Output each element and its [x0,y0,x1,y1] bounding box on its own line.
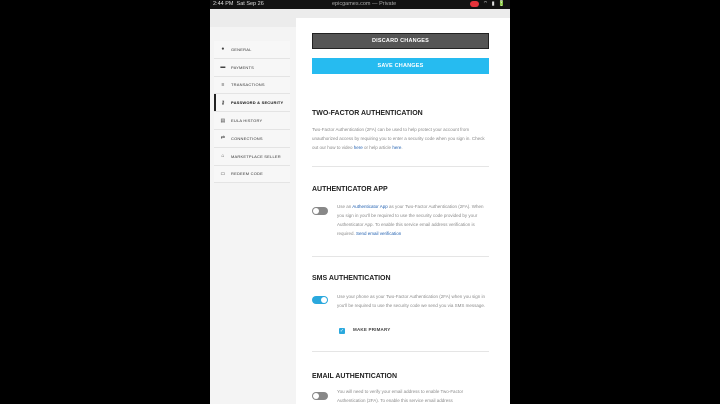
sidebar-item-general[interactable] [214,41,290,59]
two-factor-text: Two-Factor Authentication (2FA) can be used to help protect your account from unauthorized access by requiring you to enter a security code when you sign in. Check out our how to video [312,127,485,150]
ticket-icon: ▭ [220,170,226,177]
email-authentication-description: You will need to verify your email address to enable Two-Factor Authentication (2FA). To enable this service email address [337,389,464,403]
card-icon: ▬ [220,64,226,71]
sidebar-item-label: CONNECTIONS [231,135,263,141]
sidebar-item-transactions[interactable] [214,77,290,95]
make-primary-label: MAKE PRIMARY [353,327,391,332]
authenticator-app-description [337,202,491,238]
status-icons: ⌔ ▮ 🔋 [482,1,506,7]
sidebar-item-connections[interactable] [214,130,290,148]
toggle-knob [313,393,319,399]
two-factor-description [312,125,490,152]
two-factor-title: TWO-FACTOR AUTHENTICATION [312,110,423,117]
recording-indicator-icon [470,1,479,7]
authenticator-text-pre: Use an [337,204,353,209]
security-settings-panel [296,18,510,404]
status-time: 2:44 PM Sat Sep 26 [213,1,264,7]
authenticator-text-post: as your Two-Factor Authentication (2FA). When you sign in you'll be required to use the security code provided by your Authenticator App. To enable this service email address verification is required. [337,204,484,236]
user-icon: ● [221,46,225,53]
divider [312,351,489,352]
list-icon: ≡ [221,81,225,88]
sidebar-item-password-security[interactable] [214,94,290,112]
sidebar-item-label: EULA HISTORY [231,118,263,124]
email-authentication-toggle[interactable] [312,392,328,400]
make-primary-checkbox[interactable]: ✓ [339,328,345,334]
sidebar-item-label: REDEEM CODE [231,171,263,177]
sidebar-item-label: PASSWORD & SECURITY [231,100,284,106]
authenticator-app-link[interactable]: Authenticator App [352,204,388,209]
toggle-knob [313,208,319,214]
two-factor-text-end: . [401,145,403,150]
link-icon: ⇄ [220,135,226,142]
discard-changes-button[interactable]: DISCARD CHANGES [312,33,489,49]
account-sidebar [214,41,290,183]
sidebar-item-label: TRANSACTIONS [231,82,265,88]
sidebar-item-marketplace-seller[interactable] [214,148,290,166]
sidebar-item-redeem-code[interactable] [214,166,290,184]
email-authentication-title: EMAIL AUTHENTICATION [312,373,398,380]
document-icon: ▤ [220,117,226,124]
save-changes-button[interactable]: SAVE CHANGES [312,58,489,74]
sms-authentication-toggle[interactable] [312,296,328,304]
help-article-link[interactable]: here [392,145,402,150]
how-to-video-link[interactable]: here [353,145,363,150]
send-email-verification-link[interactable]: Send email verification [356,231,402,236]
sidebar-item-label: PAYMENTS [231,64,255,70]
key-icon: ⚷ [221,99,225,106]
toggle-knob [321,297,327,303]
url-bar[interactable]: epicgames.com — Private [332,1,397,7]
divider [312,256,489,257]
authenticator-app-toggle[interactable] [312,207,328,215]
sms-authentication-title: SMS AUTHENTICATION [312,275,391,282]
ipad-screen [210,0,510,404]
sms-authentication-description: Use your phone as your Two-Factor Authentication (2FA) when you sign in you'll be required to use the security code we send you via SMS message. [337,294,486,308]
authenticator-app-title: AUTHENTICATOR APP [312,186,388,193]
divider [312,166,489,167]
status-bar [210,0,510,9]
sidebar-item-label: MARKETPLACE SELLER [231,153,281,159]
sidebar-item-eula-history[interactable] [214,112,290,130]
sidebar-item-label: GENERAL [231,46,252,52]
two-factor-text-mid: or help article [362,145,393,150]
sidebar-item-payments[interactable] [214,59,290,77]
store-icon: ⌂ [221,153,225,160]
